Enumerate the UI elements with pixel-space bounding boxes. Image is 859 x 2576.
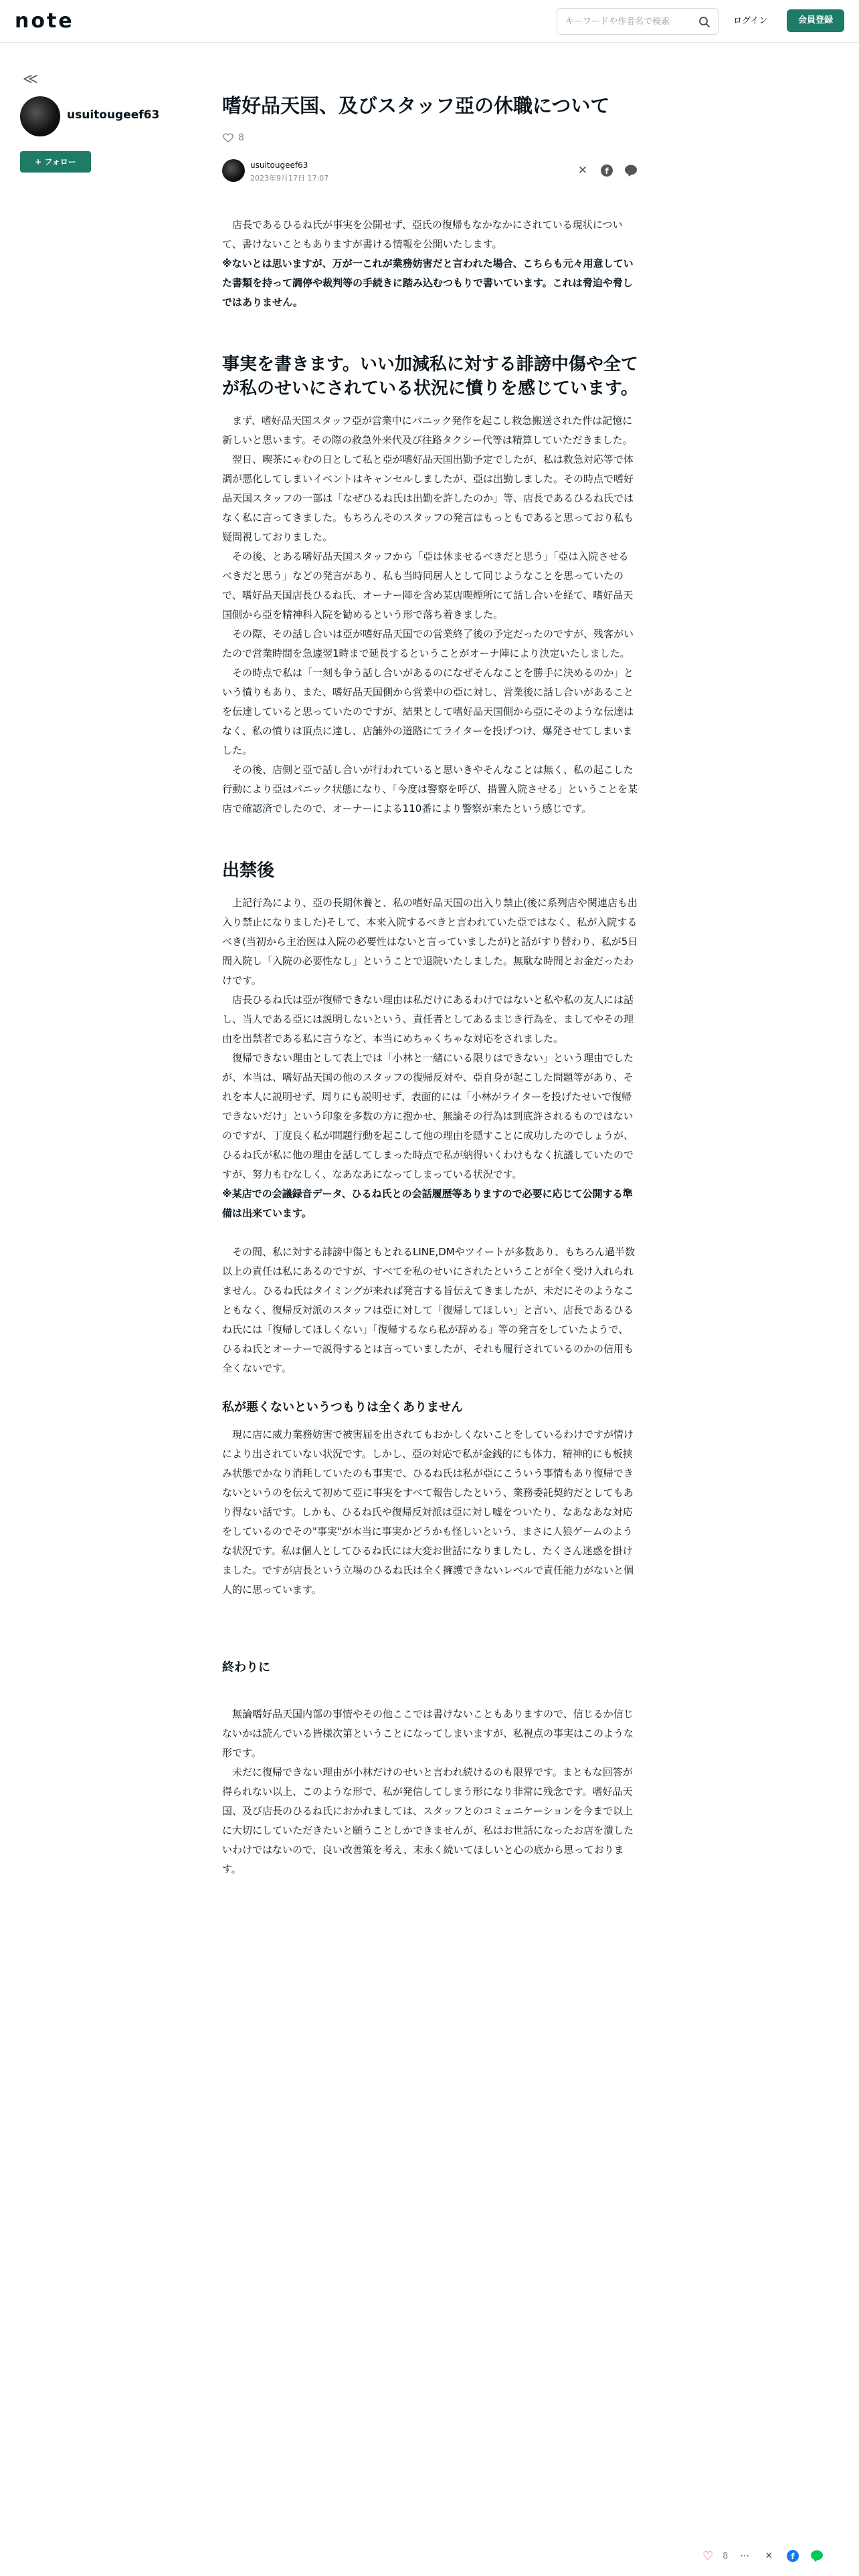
share-buttons [575, 163, 638, 178]
more-options-icon[interactable]: ⋯ [740, 2551, 750, 2561]
line-share-icon[interactable] [624, 163, 638, 178]
article-title: 嗜好品天国、及びスタッフ亞の休職について [222, 94, 610, 117]
author-row [222, 156, 638, 186]
sidebar-author-name[interactable]: usuitougeef63 [67, 108, 160, 122]
blank-line [222, 1223, 638, 1243]
search-icon[interactable] [698, 15, 711, 29]
note-logo[interactable]: note [15, 9, 74, 33]
paragraph: その後、とある嗜好品天国スタッフから「亞は休ませるべきだと思う」「亞は入院させるべきだと思う」などの発言があり、私も当時同居人として同じようなことを思っていたので、嗜好品天国店長ひるね氏、オーナー陣を含め某店喫煙所にて話し合いを経て、嗜好品天国側から亞を精神科入院を勧めるという形で落ち着きました。 [222, 550, 634, 621]
author-avatar[interactable] [222, 159, 245, 182]
search-box[interactable] [557, 8, 719, 35]
paragraph: 店長であるひるね氏が事実を公開せず、亞氏の復帰もなかなかにされている現状について、書けないこともありますが書ける情報を公開いたします。 [222, 219, 623, 250]
paragraph: 上記行為により、亞の長期休養と、私の嗜好品天国の出入り禁止(後に系列店や関連店も出入り禁止になりました)そして、本来入院するべきと言われていた亞ではなく、私が入院するべき(当初から主治医は入院の必要性はないと言っていましたが)と話がすり替わり、私が5日間入院し「入院の必要性なし」ということで退院いたしました。無駄な時間とお金だったわけです。 [222, 897, 638, 986]
heart-outline-icon[interactable] [222, 132, 234, 144]
bold-notice: ※某店での会議録音データ、ひるね氏との会話履歴等ありますので必要に応じて公開する準備は出来ています。 [222, 1188, 633, 1219]
signup-button[interactable]: 会員登録 [787, 9, 844, 32]
section-heading: 事実を書きます。いい加減私に対する誹謗中傷や全てが私のせいにされている状況に憤りを感じています。 [222, 354, 638, 399]
svg-text:f: f [605, 167, 609, 176]
subsection-heading: 終わりに [222, 1660, 270, 1675]
paragraph: その後、店側と亞で話し合いが行われていると思いきやそんなことは無く、私の起こした行動により亞はパニック状態になり、「今度は警察を呼び、措置入院させる」ということを某店で確認済でしたので、オーナーによる110番により警察が来たという感じです。 [222, 764, 638, 815]
x-share-icon[interactable]: ✕ [577, 164, 588, 177]
sidebar-author-avatar[interactable] [20, 96, 60, 136]
paragraph: 未だに復帰できない理由が小林だけのせいと言われ続けるのも限界です。まともな回答が得られない以上、このような形で、私が発信してしまう形になり非常に残念です。嗜好品天国、及び店長のひるね氏におかれましては、スタッフとのコミュニケーションを今まで以上に大切にしていただきたいと願うことしかできませんが、私はお世話になったお店を潰したいわけではないので、良い改善策を考え、末永く続いてほしいと心の底から思っております。 [222, 1766, 634, 1875]
paragraph: 現に店に威力業務妨害で被害届を出されてもおかしくないことをしているわけですが情けにより出されていない状況です。しかし、亞の対応で私が金銭的にも体力、精神的にも板挟み状態でかなり消耗していたのも事実で、ひるね氏は私が亞にこういう事情もあり復帰できないというのを伝えて初めて亞に事実をすべて報告したという、業務委託契約だとしてもあり得ない話です。しかも、ひるね氏や復帰反対派は亞に対し嘘をついたり、なあなあな対応をしているのでその"事実"が本当に事実かどうかも怪しいという、まさに人狼ゲームのような状況です。私は個人としてひるね氏には大変お世話になりましたし、たくさん迷惑を掛けました。ですが店長という立場のひるね氏は全く擁護できないレベルで責任能力がないと個人的に思っています。 [222, 1428, 634, 1596]
paragraph: 復帰できない理由として表上では「小林と一緒にいる限りはできない」という理由でしたが、本当は、嗜好品天国の他のスタッフの復帰反対や、亞自身が起こした問題等があり、それを本人に説明せず、周りにも説明せず、表面的には「小林がライターを投げたせいで復帰できないだけ」という印象を多数の方に抱かせ、無論その行為は到底許されるものではないのですが、丁度良く私が問題行動を起こして他の理由を隠すことに成功したのでしょうが、ひるね氏が私に他の理由を話してしまった時点で私が納得いくわけもなく抗議していたのですが、努力もむなしく、なあなあになってしまっている状況です。 [222, 1052, 634, 1180]
facebook-share-icon[interactable] [599, 163, 614, 178]
paragraph: 無論嗜好品天国内部の事情やその他ここでは書けないこともありますので、信じるか信じないかは読んでいる皆様次第ということになってしまいますが、私視点の事実はこのような形です。 [222, 1708, 634, 1759]
search-input[interactable] [565, 14, 692, 29]
like-heart-icon[interactable]: ♡ [702, 2549, 714, 2563]
blank-line [222, 1685, 638, 1705]
author-name[interactable]: usuitougeef63 [250, 160, 308, 170]
bottom-action-bar [702, 2543, 859, 2569]
bottom-like-count: 8 [723, 2551, 729, 2561]
bold-notice: ※ないとは思いますが、万が一これが業務妨害だと言われた場合、こちらも元々用意していた書類を持って調停や裁判等の手続きに踏み込むつもりで書いています。これは脅迫や脅しではありません。 [222, 257, 634, 308]
x-share-icon[interactable]: ✕ [765, 2551, 773, 2561]
publish-date: 2023年9月17日 17:07 [250, 174, 329, 183]
blank-space [222, 1600, 638, 1638]
svg-text:f: f [791, 2552, 795, 2561]
follow-button[interactable]: + フォロー [20, 151, 91, 173]
subsection-heading: 私が悪くないというつもりは全くありません [222, 1400, 463, 1414]
like-row [222, 130, 638, 146]
collapse-sidebar-icon[interactable]: ≪ [23, 71, 39, 88]
like-count: 8 [238, 132, 244, 143]
facebook-share-icon[interactable] [785, 2549, 800, 2563]
login-link[interactable]: ログイン [733, 16, 768, 26]
paragraph: その際、その話し合いは亞が嗜好品天国での営業終了後の予定だったのですが、残客がいたので営業時間を急遽翌1時まで延長するということがオーナ陣により決定いたしました。 [222, 628, 634, 659]
article [222, 92, 638, 1879]
line-share-icon[interactable] [809, 2549, 824, 2563]
paragraph: その時点で私は「一刻も争う話し合いがあるのになぜそんなことを勝手に決めるのか」という憤りもあり、また、嗜好品天国側から営業中の亞に対し、営業後に話し合いがあることを伝達していると思っていたのですが、結果として嗜好品天国側から亞にそのような伝達はなく、私の憤りは頂点に達し、店舗外の道路にてライターを投げつけ、爆発させてしまいました。 [222, 667, 634, 756]
article-body [222, 215, 638, 1879]
paragraph: その間、私に対する誹謗中傷ともとれるLINE,DMやツイートが多数あり、もちろん過半数以上の責任は私にあるのですが、すべてを私のせいにされたということが全く受け入れられません。ひるね氏はタイミングが来れば発言する旨伝えてきましたが、未だにそのようなこともなく、復帰反対派のスタッフは亞に対して「復帰してほしい」と言い、店長であるひるね氏には「復帰してほしくない」「復帰するなら私が辞める」等の発言をしていたようで、ひるね氏とオーナーで説得するとは言っていましたが、それも履行されているのかの信用も全くないです。 [222, 1246, 635, 1374]
paragraph: まず、嗜好品天国スタッフ亞が営業中にパニック発作を起こし救急搬送された件は記憶に新しいと思います。その際の救急外来代及び往路タクシー代等は精算していただきました。 [222, 415, 633, 446]
paragraph: 翌日、喫茶にゃむの日として私と亞が嗜好品天国出勤予定でしたが、私は救急対応等で体調が悪化してしまいイベントはキャンセルしましたが、亞は出勤しました。その時点で嗜好品天国スタッフの一部は「なぜひるね氏は出勤を許したのか」等、店長であるひるね氏ではなく私に言ってきました。もちろんそのスタッフの発言はもっともであると思っており私も疑問視しておりました。 [222, 453, 634, 543]
section-heading: 出禁後 [222, 861, 275, 881]
paragraph: 店長ひるね氏は亞が復帰できない理由は私だけにあるわけではないと私や私の友人には話し、当人である亞には説明しないという、責任者としてあるまじき行為を、ましてやその理由を出禁者である私に言うなど、本当にめちゃくちゃな対応をされました。 [222, 994, 634, 1045]
top-header [0, 0, 859, 43]
